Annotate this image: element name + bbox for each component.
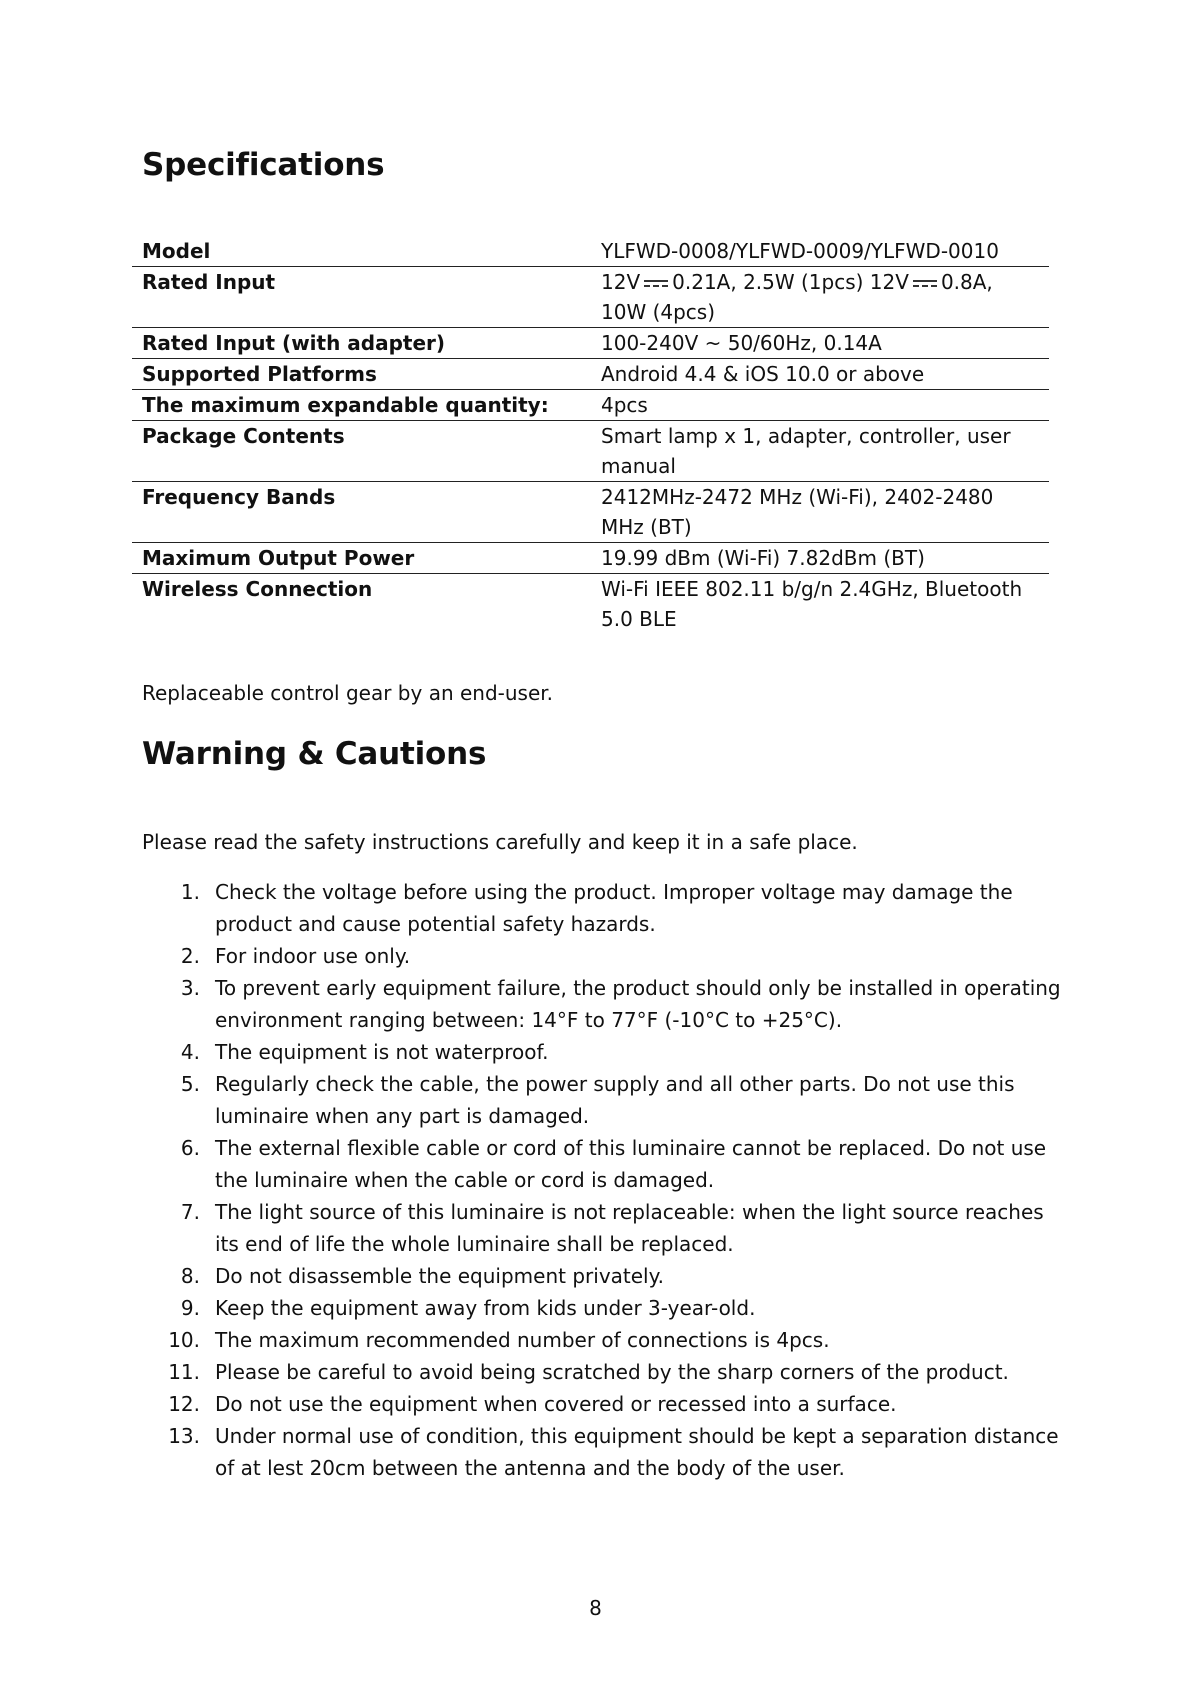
spec-value: 100-240V ~ 50/60Hz, 0.14A [591,328,1049,359]
list-item-number: 5. [180,1072,200,1096]
list-item-number: 4. [180,1040,200,1064]
rated-input-part: 10W (4pcs) [601,300,716,324]
rated-input-part: 0.21A, 2.5W (1pcs) 12V [672,270,909,294]
list-item [142,1324,1062,1356]
list-item-number: 10. [168,1328,200,1352]
rated-input-part: 0.8A, [940,270,993,294]
list-item [142,1036,1062,1068]
specifications-heading: Specifications [142,147,385,183]
list-item [142,1260,1062,1292]
list-item-text: The equipment is not waterproof. [215,1040,549,1064]
spec-label: Supported Platforms [132,359,591,390]
list-item-number: 2. [180,944,200,968]
spec-label: Frequency Bands [132,482,591,543]
direct-current-icon [913,279,937,289]
table-row [132,482,1049,543]
list-item-text: The external flexible cable or cord of this luminaire cannot be replaced. Do not use the luminaire when the cable or cord is damaged. [215,1136,1047,1192]
table-row [132,421,1049,482]
list-item-number: 12. [168,1392,200,1416]
list-item-text: Keep the equipment away from kids under 3-year-old. [215,1296,756,1320]
spec-value: 19.99 dBm (Wi-Fi) 7.82dBm (BT) [591,543,1049,574]
list-item-text: Do not disassemble the equipment privately. [215,1264,664,1288]
list-item [142,1292,1062,1324]
spec-value: YLFWD-0008/YLFWD-0009/YLFWD-0010 [591,236,1049,267]
page-number: 8 [589,1596,602,1620]
table-row [132,390,1049,421]
spec-label: Wireless Connection [142,577,373,601]
list-item-text: Please be careful to avoid being scratched by the sharp corners of the product. [215,1360,1009,1384]
spec-value [591,267,1049,328]
list-item-text: To prevent early equipment failure, the product should only be installed in operating environment ranging between: 14°F to 77°F (-10°C to +25°C). [215,976,1061,1032]
list-item-number: 9. [180,1296,200,1320]
rated-input-part: 12V [601,270,641,294]
list-item-text: For indoor use only. [215,944,411,968]
list-item [142,876,1062,940]
list-item-text: Under normal use of condition, this equipment should be kept a separation distance of at lest 20cm between the antenna and the body of the user. [215,1424,1059,1480]
spec-label: Model [132,236,591,267]
table-row [132,328,1049,359]
spec-label: Rated Input [132,267,591,328]
warnings-intro: Please read the safety instructions carefully and keep it in a safe place. [142,830,858,854]
table-row [132,543,1049,574]
table-row [132,574,1049,635]
table-row [132,267,1049,328]
list-item-number: 8. [180,1264,200,1288]
list-item [142,1196,1062,1260]
spec-label: The maximum expandable quantity: [132,390,591,421]
list-item-number: 13. [168,1424,200,1448]
warnings-heading: Warning & Cautions [142,736,487,772]
list-item [142,972,1062,1036]
specifications-table [132,236,1049,634]
list-item-text: The maximum recommended number of connections is 4pcs. [215,1328,830,1352]
list-item-number: 1. [180,880,200,904]
list-item [142,1388,1062,1420]
list-item-number: 11. [168,1360,200,1384]
replaceable-gear-note: Replaceable control gear by an end-user. [142,681,554,705]
spec-value: 4pcs [591,390,1049,421]
direct-current-icon [644,279,668,289]
table-row [132,359,1049,390]
list-item-text: The light source of this luminaire is not replaceable: when the light source reaches its end of life the whole luminaire shall be replaced. [215,1200,1044,1256]
spec-label: Maximum Output Power [132,543,591,574]
list-item [142,1356,1062,1388]
list-item-number: 6. [180,1136,200,1160]
list-item [142,1068,1062,1132]
list-item-text: Check the voltage before using the product. Improper voltage may damage the product and cause potential safety hazards. [215,880,1013,936]
list-item [142,1420,1062,1484]
spec-value: Wi-Fi IEEE 802.11 b/g/n 2.4GHz, Bluetooth 5.0 BLE [601,577,1023,631]
spec-value: 2412MHz-2472 MHz (Wi-Fi), 2402-2480 MHz (BT) [591,482,1049,543]
list-item-number: 3. [180,976,200,1000]
list-item [142,940,1062,972]
list-item [142,1132,1062,1196]
spec-value: Android 4.4 & iOS 10.0 or above [591,359,1049,390]
table-row [132,236,1049,267]
list-item-text: Do not use the equipment when covered or recessed into a surface. [215,1392,897,1416]
warnings-list [142,876,1062,1484]
spec-value: Smart lamp x 1, adapter, controller, user manual [591,421,1049,482]
spec-label: Rated Input (with adapter) [132,328,591,359]
spec-label: Package Contents [132,421,591,482]
list-item-text: Regularly check the cable, the power supply and all other parts. Do not use this luminaire when any part is damaged. [215,1072,1015,1128]
list-item-number: 7. [180,1200,200,1224]
